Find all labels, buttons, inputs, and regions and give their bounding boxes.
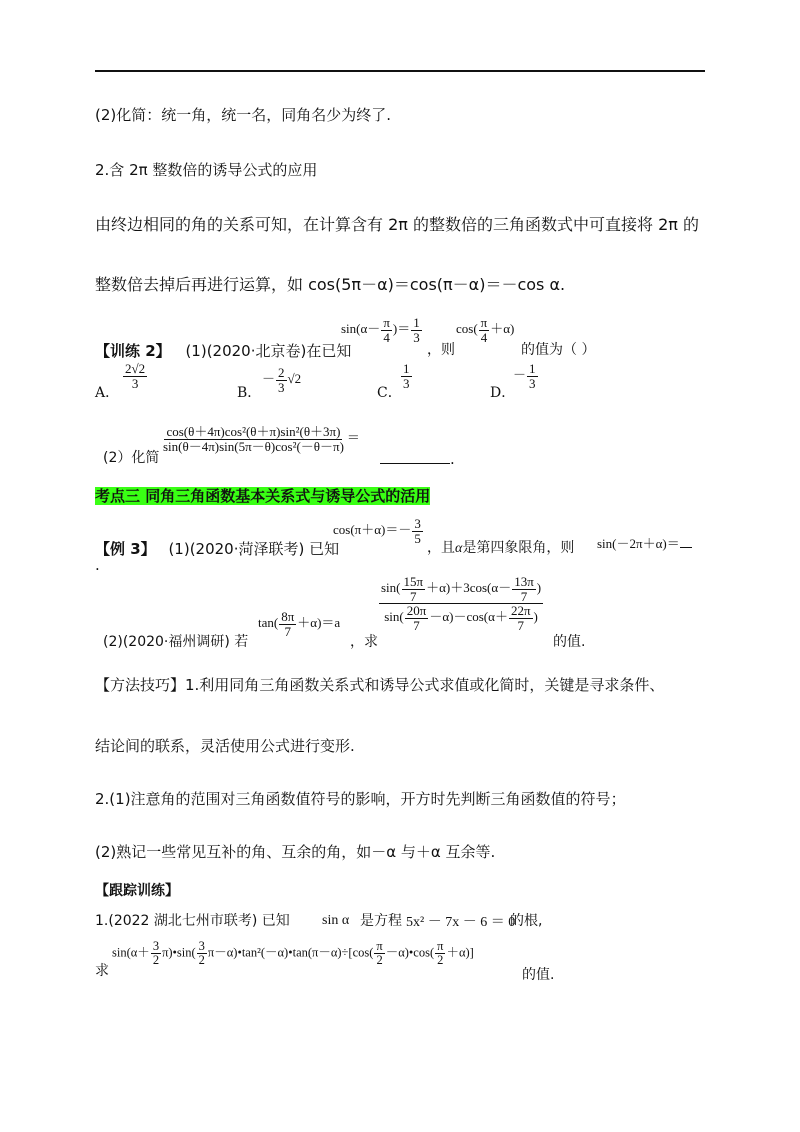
train2-q1-prefix: (1)(2020·北京卷)在已知 bbox=[185, 342, 352, 360]
big-fraction-denominator bbox=[382, 604, 540, 632]
example3-cos-given bbox=[333, 517, 424, 545]
option-d-label: D． bbox=[490, 385, 516, 401]
follow-equation: 5x² － 7x － 6 ＝ 0 bbox=[406, 915, 516, 930]
expr-c-rest: －α)•cos( bbox=[385, 945, 435, 960]
expr-b-rest: π－α)•tan²(－α)•tan(π－α)÷[cos( bbox=[207, 945, 374, 960]
cos-pi: π bbox=[480, 315, 488, 330]
method-tips-2: 结论间的联系，灵活使用公式进行变形. bbox=[95, 737, 355, 755]
bot-a-num: 20π bbox=[406, 603, 427, 619]
paragraph-2pi-b: 整数倍去掉后再进行运算，如 cos(5π－α)＝cos(π－α)＝－cos α. bbox=[95, 275, 566, 294]
train2-question1 bbox=[95, 342, 351, 360]
train2-cos-formula bbox=[456, 316, 514, 344]
given-mid: )＝ bbox=[392, 321, 411, 337]
top-a-den: 7 bbox=[410, 588, 417, 604]
given-lhs: sin(α－ bbox=[341, 321, 381, 337]
option-b-den: 3 bbox=[278, 379, 285, 395]
option-a-den: 3 bbox=[131, 375, 139, 391]
cos-given-lhs: cos(π＋α)＝－ bbox=[333, 522, 412, 538]
cos-lhs: cos( bbox=[456, 321, 478, 337]
alpha-symbol: α bbox=[455, 541, 463, 556]
answer-blank-2 bbox=[680, 547, 692, 548]
sin-target: sin(－2π＋α)＝ bbox=[597, 536, 680, 551]
train2-given-formula bbox=[341, 316, 423, 344]
example3-dot: . bbox=[95, 556, 100, 574]
bot-b-num: 22π bbox=[510, 603, 531, 619]
q2-end: . bbox=[450, 450, 455, 468]
answer-blank bbox=[380, 462, 450, 464]
mid-text: ，且 bbox=[427, 540, 455, 556]
q2-denominator: sin(θ－4π)sin(5π－θ)cos²(－θ－π) bbox=[163, 438, 344, 454]
top-a-rest: ＋α)＋3cos(α－ bbox=[426, 580, 512, 596]
follow-mid: 是方程 bbox=[360, 913, 402, 929]
option-d-den: 3 bbox=[529, 375, 536, 391]
tan-rest: ＋α)＝a bbox=[297, 615, 341, 631]
bot-a: sin( bbox=[384, 609, 404, 625]
given-pi: π bbox=[383, 315, 390, 330]
train2-q2-prefix: (2）化简 bbox=[103, 450, 160, 466]
example3-question1 bbox=[95, 540, 339, 558]
example3-q2-prefix: (2)(2020·福州调研) 若 bbox=[103, 634, 249, 650]
option-d-num: 1 bbox=[529, 361, 536, 376]
top-a: sin( bbox=[381, 580, 401, 596]
section-heading-2pi: 2.含 2π 整数倍的诱导公式的应用 bbox=[95, 161, 318, 179]
train2-q1-suffix: 的值为（ ） bbox=[521, 342, 596, 358]
example3-q2-mid: ，求 bbox=[350, 634, 378, 650]
tan-num: 8π bbox=[281, 609, 295, 624]
follow-training-heading: 【跟踪训练】 bbox=[95, 883, 179, 899]
top-rule bbox=[95, 70, 705, 72]
follow-end: 的值. bbox=[522, 967, 555, 983]
method-tips-4: (2)熟记一些常见互补的角、互余的角，如－α 与＋α 互余等. bbox=[95, 843, 496, 861]
tan-den: 7 bbox=[284, 623, 291, 639]
expr-a: sin(α＋ bbox=[112, 945, 150, 960]
expr-b-den: 2 bbox=[198, 953, 205, 968]
example3-tan-given bbox=[258, 610, 340, 638]
follow-tail: 的根, bbox=[510, 913, 543, 929]
expr-d-num: π bbox=[437, 939, 444, 953]
option-a-label: A． bbox=[95, 385, 120, 401]
tan-lhs: tan( bbox=[258, 615, 279, 631]
option-c-den: 3 bbox=[403, 375, 410, 391]
big-fraction-numerator bbox=[379, 575, 543, 604]
option-a-num: 2√2 bbox=[125, 361, 146, 376]
expr-a-den: 2 bbox=[152, 953, 160, 968]
option-b-num: 2 bbox=[278, 365, 285, 380]
given-den: 4 bbox=[383, 329, 390, 345]
option-b-value bbox=[262, 366, 301, 394]
top-b-rest: ) bbox=[536, 580, 542, 596]
option-c-label: C． bbox=[377, 385, 402, 401]
example3-q2-end: 的值. bbox=[553, 634, 586, 650]
expr-c-num: π bbox=[376, 939, 383, 953]
topic-heading-3: 考点三 同角三角函数基本关系式与诱导公式的活用 bbox=[95, 487, 431, 505]
option-c-value bbox=[400, 362, 413, 390]
given-three: 3 bbox=[413, 329, 420, 345]
expr-a-num: 3 bbox=[152, 939, 160, 953]
train2-comma-then: ，则 bbox=[427, 342, 455, 358]
paragraph-simplify: (2)化简：统一角，统一名，同角名少为终了. bbox=[95, 106, 392, 124]
cos-rest: ＋α) bbox=[490, 321, 515, 337]
expr-b-num: 3 bbox=[198, 939, 205, 953]
expr-d-rest: ＋α)] bbox=[446, 945, 474, 960]
given-one: 1 bbox=[413, 315, 420, 330]
q2-numerator: cos(θ＋4π)cos²(θ＋π)sin²(θ＋3π) bbox=[166, 424, 341, 439]
train2-q2-answer bbox=[380, 450, 455, 468]
option-d-value bbox=[513, 362, 539, 390]
bot-b-den: 7 bbox=[517, 617, 524, 633]
option-a-value bbox=[122, 362, 148, 390]
follow-ask: 求 bbox=[95, 963, 109, 979]
bot-a-den: 7 bbox=[413, 617, 420, 633]
example3-big-fraction bbox=[378, 575, 544, 633]
follow-q1-prefix: 1.(2022 湖北七州市联考) 已知 bbox=[95, 913, 290, 929]
top-a-num: 15π bbox=[403, 574, 424, 589]
example3-mid bbox=[427, 540, 574, 558]
follow-sin-alpha: sin α bbox=[322, 913, 350, 928]
expr-d-den: 2 bbox=[437, 953, 444, 968]
paragraph-2pi-a: 由终边相同的角的关系可知，在计算含有 2π 的整数倍的三角函数式中可直接将 2π 的 bbox=[95, 215, 699, 234]
method-tips-1: 【方法技巧】1.利用同角三角函数关系式和诱导公式求值或化简时，关键是寻求条件、 bbox=[95, 676, 665, 694]
cos-given-den: 5 bbox=[414, 530, 421, 546]
expr-a-rest: π)•sin( bbox=[162, 945, 196, 960]
top-b-den: 7 bbox=[520, 588, 528, 604]
train2-label: 【训练 2】 bbox=[95, 342, 171, 360]
cos-den: 4 bbox=[480, 329, 488, 345]
example3-q1-prefix: (1)(2020·菏泽联考) 已知 bbox=[168, 540, 340, 558]
bot-a-rest: －α)－cos(α＋ bbox=[429, 609, 508, 625]
bot-b-rest: ) bbox=[533, 609, 538, 625]
mid-text-2: 是第四象限角，则 bbox=[462, 540, 575, 556]
top-b-num: 13π bbox=[514, 574, 534, 589]
cos-given-num: 3 bbox=[414, 516, 421, 531]
option-b-minus: － bbox=[262, 371, 276, 387]
example3-sin-target bbox=[597, 533, 692, 552]
follow-expression bbox=[112, 940, 474, 967]
option-d-minus: － bbox=[513, 367, 527, 383]
example3-label: 【例 3】 bbox=[95, 540, 156, 558]
option-b-label: B． bbox=[237, 385, 262, 401]
expr-c-den: 2 bbox=[376, 953, 383, 968]
method-tips-3: 2.(1)注意角的范围对三角函数值符号的影响，开方时先判断三角函数值的符号； bbox=[95, 790, 626, 808]
option-b-root: √2 bbox=[287, 371, 302, 387]
q2-equals: ＝ bbox=[346, 430, 360, 446]
option-c-num: 1 bbox=[403, 361, 410, 376]
train2-q2-fraction bbox=[160, 425, 360, 453]
